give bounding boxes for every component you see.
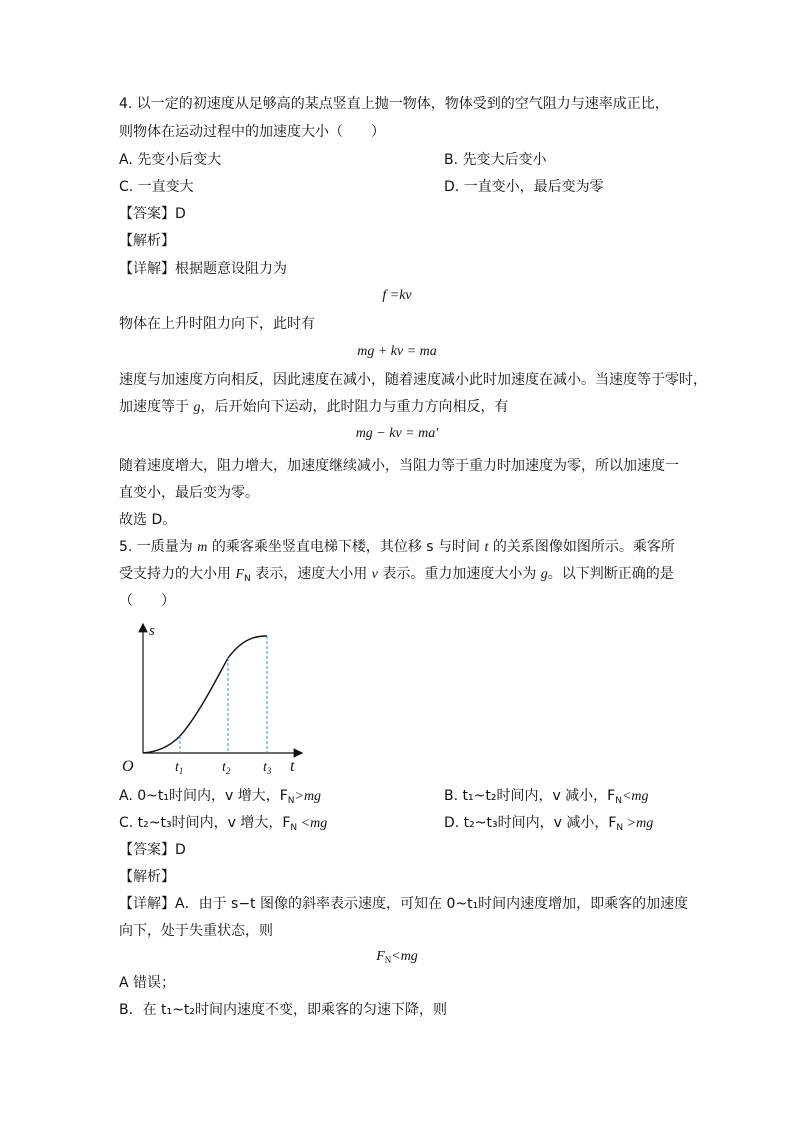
q4-option-c: C. 一直变大 [119,179,194,195]
q4-analysis-heading: 【解析】 [119,233,175,249]
t3-label: $t_3$ [263,760,272,776]
q4-text-1: 物体在上升时阻力向下，此时有 [119,316,315,332]
q5-a-wrong: A 错误； [119,975,176,991]
q4-equation-3: mg − kv = ma′ [355,426,439,441]
q4-equation-1: f =kv [382,288,412,303]
q4-text-3: 加速度等于 g，后开始向下运动，此时阻力与重力方向相反，有 [119,399,509,415]
q5-detail-a-line2: 向下，处于失重状态，则 [119,923,273,939]
q4-option-b: B. 先变大后变小 [444,152,547,168]
q5-option-b: B. t₁~t₂时间内，v 减小，$F_N<mg$ [444,788,649,806]
q4-text-2: 速度与加速度方向相反，因此速度在减小，随着速度减小此时加速度在减小。当速度等于零时， [119,372,707,388]
q5-stem-line1: 5. 一质量为 m 的乘客乘坐竖直电梯下楼，其位移 s 与时间 t 的关系图像如图所示。乘客所 [119,539,675,555]
q5-equation-a: $F_N<mg$ [376,949,418,965]
origin-label: O [122,758,134,775]
t1-label: $t_1$ [175,760,184,776]
q5-answer: 【答案】D [119,842,186,858]
q5-option-a: A. 0~t₁时间内，v 增大，$F_N>mg$ [119,788,322,806]
q4-option-a: A. 先变小后变大 [119,152,222,168]
q5-option-c: C. t₂~t₃时间内，v 增大，$F_N <mg$ [119,815,328,833]
q5-detail-a-line1: 【详解】A．由于 s−t 图像的斜率表示速度，可知在 0~t₁时间内速度增加，即乘客的加速度 [119,896,689,912]
q5-option-d: D. t₂~t₃时间内，v 减小，$F_N >mg$ [444,815,654,833]
q4-conclusion: 故选 D。 [119,512,177,528]
x-axis-label: t [290,758,295,775]
s-t-curve [143,636,267,753]
q4-stem-line1: 4. 以一定的初速度从足够高的某点竖直上抛一物体，物体受到的空气阻力与速率成正比， [119,96,669,112]
q4-answer: 【答案】D [119,206,186,222]
y-axis-label: s [149,623,155,639]
q4-text-5: 直变小，最后变为零。 [119,485,259,501]
q4-stem-line2: 则物体在运动过程中的加速度大小（ ） [119,124,385,140]
st-graph [118,620,318,780]
q4-option-d: D. 一直变小，最后变为零 [444,179,604,195]
q5-stem-line3: （ ） [119,593,175,609]
t2-label: $t_2$ [222,760,231,776]
q4-detail-intro: 【详解】根据题意设阻力为 [119,261,287,277]
q4-text-4: 随着速度增大，阻力增大，加速度继续减小，当阻力等于重力时加速度为零，所以加速度一 [119,458,679,474]
q5-analysis-heading: 【解析】 [119,869,175,885]
q5-stem-line2: 受支持力的大小用 $F_N$ 表示，速度大小用 v 表示。重力加速度大小为 g。以下判断正确的是 [119,566,674,584]
q5-detail-b-line1: B．在 t₁~t₂时间内速度不变，即乘客的匀速下降，则 [119,1002,447,1018]
q4-equation-2: mg + kv = ma [357,344,437,359]
